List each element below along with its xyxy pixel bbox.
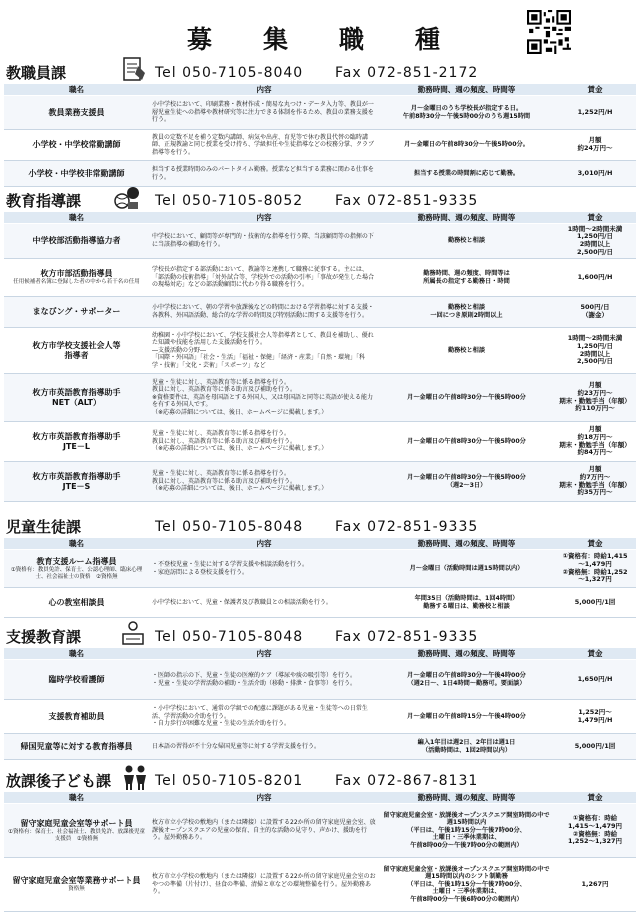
table-row bbox=[4, 734, 636, 760]
job-name: 支援教育補助員 bbox=[4, 700, 149, 734]
job-time: 勤務校と相談 一回につき原則2時間以上 bbox=[379, 297, 554, 328]
header-pay: 賃金 bbox=[554, 84, 636, 96]
job-name-cell bbox=[4, 858, 149, 912]
job-name: 枚方市部活動指導員 bbox=[40, 269, 113, 278]
dept-name: 支援教育課 bbox=[6, 628, 82, 646]
header-pay: 賃金 bbox=[554, 648, 636, 660]
tel-number: Tel 050-7105-8048 bbox=[155, 629, 304, 645]
table-row bbox=[4, 297, 636, 328]
job-time: 月～金曜日の午前8時15分～午後4時00分 bbox=[379, 700, 554, 734]
job-name: 枚方市英語教育指導助手 JTE－S bbox=[4, 462, 149, 502]
job-name-note: 資格無 bbox=[68, 886, 85, 892]
header-pay: 賃金 bbox=[554, 538, 636, 550]
job-time: 勤務校と相談 bbox=[379, 224, 554, 259]
job-table bbox=[4, 648, 636, 760]
header-name: 職名 bbox=[4, 538, 149, 550]
job-table bbox=[4, 538, 636, 618]
person-at-desk-icon bbox=[118, 620, 148, 648]
job-pay: 500円/日 （謝金） bbox=[554, 297, 636, 328]
header-content: 内容 bbox=[149, 84, 379, 96]
job-name: 帰国児童等に対する教育指導員 bbox=[4, 734, 149, 760]
job-content: 学校長が指定する部活動において、教諭等と連携して職務に従事する。主には、「部活動の技術指導」「対外試合等、学校外での活動の引率」「事故が発生した場合の現場対応」などの部活動顧問に代わり得る職務を行う。 bbox=[149, 259, 379, 297]
job-name: 心の教室相談員 bbox=[4, 588, 149, 618]
table-row bbox=[4, 858, 636, 912]
job-content: 児童・生徒に対し、英語教育等に係る指導を行う。 教員に対し、英語教育等に係る助言及び補助を行う。 （※応募の詳細については、後日、ホームページに掲載します。） bbox=[149, 462, 379, 502]
job-pay: 1,252円/H bbox=[554, 96, 636, 130]
job-pay: ①資格有：時給 1,415～1,479円 ②資格無：時給 1,252～1,327円 bbox=[554, 804, 636, 858]
job-content: 児童・生徒に対し、英語教育等に係る指導を行う。 教員に対し、英語教育等に係る助言及び補助を行う。 （※応募の詳細については、後日、ホームページに掲載します。） bbox=[149, 422, 379, 462]
section-kyoshokuin bbox=[0, 62, 640, 187]
job-time: 月～金曜日の午前8時30分～午後4時00分 （週2日～、1日4時間～勤務可。要面談） bbox=[379, 660, 554, 700]
job-pay: 月額 約18万円～ 期末・勤勉手当（年額） 約84万円～ bbox=[554, 422, 636, 462]
job-time: 留守家庭児童会室・放課後オープンスクエア開室時間の中で週15時間以内 （平日は、午後1時15分～午後7時00分、 土曜日・三季休業期は、 午前8時00分～午後7時00分の範囲内） bbox=[379, 804, 554, 858]
job-content: 教員の定数不足を補う定数内講師、病気や出産、育児等で休む教員代替の臨時講師、正規教諭と同じ授業を受け持ち、学級担任や生徒指導などの校務分掌、クラブ指導等を行う。 bbox=[149, 130, 379, 161]
job-time: 勤務時間、週の頻度、時間等は 所属長の指定する勤務日・時間 bbox=[379, 259, 554, 297]
header-name: 職名 bbox=[4, 648, 149, 660]
header-time: 勤務時間、週の頻度、時間等 bbox=[379, 538, 554, 550]
fax-number: Fax 072-851-9335 bbox=[335, 629, 479, 645]
job-content: 小中学校において、印刷業務・教材作成・簡易な丸つけ・データ入力等、教員が一層児童生徒への指導や教材研究等に注力できる体制を作るため、教員の業務支援を行う。 bbox=[149, 96, 379, 130]
job-name-cell bbox=[4, 259, 149, 297]
job-pay: 1時間～2時間未満 1,250円/日 2時間以上 2,500円/日 bbox=[554, 224, 636, 259]
table-row bbox=[4, 588, 636, 618]
document-icon bbox=[118, 56, 148, 84]
table-row bbox=[4, 374, 636, 422]
job-name: 留守家庭児童会室等業務サポート員 bbox=[12, 876, 141, 885]
header-pay: 賃金 bbox=[554, 792, 636, 804]
header-name: 職名 bbox=[4, 212, 149, 224]
tel-number: Tel 050-7105-8048 bbox=[155, 519, 304, 535]
job-name-note: ①資格有：保育士、社会福祉士、教員免許、放課後児童支援員 ②資格無 bbox=[8, 828, 145, 842]
section-hokago-kodomo bbox=[0, 770, 640, 912]
job-pay: 1,252円～ 1,479円/H bbox=[554, 700, 636, 734]
table-row bbox=[4, 130, 636, 161]
tel-number: Tel 050-7105-8040 bbox=[155, 65, 304, 81]
job-pay: 5,000円/1回 bbox=[554, 734, 636, 760]
job-time: 編入1年目は週2日、2年目は週1日 （活動時間は、1回2時間以内） bbox=[379, 734, 554, 760]
table-row bbox=[4, 96, 636, 130]
job-table bbox=[4, 792, 636, 912]
job-content: ・不登校児童・生徒に対する学習支援や相談活動を行う。 ・家庭訪問による登校支援を行う。 bbox=[149, 550, 379, 588]
job-content: 小中学校において、児童・保護者及び教職員との相談活動を行う。 bbox=[149, 588, 379, 618]
header-pay: 賃金 bbox=[554, 212, 636, 224]
job-content: 担当する授業時間のみのパートタイム勤務。授業など担当する業務に関わる仕事を行う。 bbox=[149, 161, 379, 187]
table-row bbox=[4, 550, 636, 588]
table-row bbox=[4, 259, 636, 297]
table-row bbox=[4, 328, 636, 374]
job-name: 留守家庭児童会室等サポート員 bbox=[20, 818, 133, 828]
job-name-cell bbox=[4, 804, 149, 858]
job-content: 枚方市立小学校の敷地内（または隣接）に設置する22か所の留守家庭児童会室のおやつの準備（片付け）、昼食の準備、清掃と車などの環境整備を行う。屋外勤務あり。 bbox=[149, 858, 379, 912]
fax-number: Fax 072-851-9335 bbox=[335, 519, 479, 535]
fax-number: Fax 072-867-8131 bbox=[335, 773, 479, 789]
header-time: 勤務時間、週の頻度、時間等 bbox=[379, 84, 554, 96]
section-shien-kyoiku bbox=[0, 626, 640, 760]
table-row bbox=[4, 161, 636, 187]
table-row bbox=[4, 804, 636, 858]
job-pay: 1,267円 bbox=[554, 858, 636, 912]
job-time: 勤務校と相談 bbox=[379, 328, 554, 374]
table-row bbox=[4, 462, 636, 502]
job-time: 月～金曜日の午前8時30分～午後5時00分。 bbox=[379, 130, 554, 161]
job-pay: 1,600円/H bbox=[554, 259, 636, 297]
sports-balls-icon bbox=[112, 184, 142, 212]
job-pay: 月額 約23万円～ 期末・勤勉手当（年額） 約110万円～ bbox=[554, 374, 636, 422]
table-row bbox=[4, 700, 636, 734]
job-time: 月～金曜日（活動時間は週15時間以内） bbox=[379, 550, 554, 588]
job-pay: 月額 約7万円～ 期末・勤勉手当（年額） 約35万円～ bbox=[554, 462, 636, 502]
header-name: 職名 bbox=[4, 792, 149, 804]
job-pay: 5,000円/1回 bbox=[554, 588, 636, 618]
header-name: 職名 bbox=[4, 84, 149, 96]
job-content: 枚方市立小学校の敷地内（または隣接）に設置する22か所の留守家庭児童会室、放課後オープンスクエアの児童の保育、自主的な活動の見守り、声かけ、援助を行う。屋外勤務あり。 bbox=[149, 804, 379, 858]
page-title: 募 集 職 種 bbox=[186, 25, 453, 54]
job-name-note: ①資格有：教員免許、保育士、公認心理師、臨床心理士、社会福祉士の資格 ②資格無 bbox=[10, 566, 143, 580]
job-time: 月～金曜日の午前8時30分～午後5時00分 （週2～3日） bbox=[379, 462, 554, 502]
job-name-cell bbox=[4, 550, 149, 588]
qr-code-icon bbox=[527, 10, 571, 54]
job-pay: 3,010円/H bbox=[554, 161, 636, 187]
job-content: 日本語の習得が不十分な帰国児童等に対する学習支援を行う。 bbox=[149, 734, 379, 760]
job-time: 担当する授業の時間割に応じて勤務。 bbox=[379, 161, 554, 187]
job-pay: ①資格有：時給1,415 ～1,479円 ②資格無：時給1,252 ～1,327円 bbox=[554, 550, 636, 588]
job-time: 年間35日（活動時間は、1回4時間） 勤務する曜日は、勤務校と相談 bbox=[379, 588, 554, 618]
children-icon bbox=[120, 764, 150, 792]
job-time: 留守家庭児童会室・放課後オープンスクエア開室時間の中で週15時間以内のシフト制勤務 （平日は、午後1時15分～午後7時00分、 土曜日・三季休業期は、 午前8時00分～午後6時00分の範囲内） bbox=[379, 858, 554, 912]
header-time: 勤務時間、週の頻度、時間等 bbox=[379, 648, 554, 660]
job-content: 児童・生徒に対し、英語教育等に係る指導を行う。 教員に対し、英語教育等に係る助言及び補助を行う。 ※資格要件は、英語を母国語とする外国人、又は母国語と同等に英語が使える能力を有する外国人です。 （※応募の詳細については、後日、ホームページに掲載します。） bbox=[149, 374, 379, 422]
job-name: 枚方市学校支援社会人等 指導者 bbox=[4, 328, 149, 374]
job-content: 中学校において、顧問等が専門的・技術的な指導を行う際、当該顧問等の指揮の下に当該指導の補助を行う。 bbox=[149, 224, 379, 259]
dept-name: 放課後子ども課 bbox=[6, 772, 112, 790]
table-row bbox=[4, 422, 636, 462]
job-pay: 月額 約24万円～ bbox=[554, 130, 636, 161]
table-row bbox=[4, 660, 636, 700]
job-table bbox=[4, 212, 636, 502]
job-name: 中学校部活動指導協力者 bbox=[4, 224, 149, 259]
job-pay: 1,650円/H bbox=[554, 660, 636, 700]
job-content: 小中学校において、朝の学習や放課後などの時間における学習指導に対する支援・各教科、外国語活動、総合的な学習の時間及び特別活動に関する支援等を行う。 bbox=[149, 297, 379, 328]
job-time: 月～金曜日の午前8時30分～午後5時00分 bbox=[379, 422, 554, 462]
job-content: ・小中学校において、通常の学級での配慮に課題がある児童・生徒等への日常生活、学習活動の介助を行う。 ・自力歩行が困難な児童・生徒の生活介助を行う。 bbox=[149, 700, 379, 734]
fax-number: Fax 072-851-2172 bbox=[335, 65, 479, 81]
section-jido-seito bbox=[0, 516, 640, 618]
dept-name: 教育指導課 bbox=[6, 192, 82, 210]
job-name: まなびング・サポーター bbox=[4, 297, 149, 328]
job-content: ・医師の指示の下、児童・生徒の医療的ケア（導尿や痰の吸引等）を行う。 ・児童・生徒の学習活動の補助・生活介助（移動・排泄・食事等）を行う。 bbox=[149, 660, 379, 700]
job-time: 月～金曜日のうち学校長が指定する日。 午前8時30分～午後5時00分のうち週15時間 bbox=[379, 96, 554, 130]
job-name: 教員業務支援員 bbox=[4, 96, 149, 130]
header-time: 勤務時間、週の頻度、時間等 bbox=[379, 792, 554, 804]
header-content: 内容 bbox=[149, 538, 379, 550]
job-content: 幼稚園・小中学校において、学校支援社会人等指導者として、教員を補助し、優れた知識や技能を活用した支援活動を行う。 ―支援活動の分野― 「国際・外国語」「社会・生活」「福祉・保健」「経済・産業」「自然・環境」「科学・技術」「文化・芸術」「スポーツ」など bbox=[149, 328, 379, 374]
section-kyoiku-shido bbox=[0, 190, 640, 502]
job-name: 小学校・中学校非常勤講師 bbox=[4, 161, 149, 187]
job-name: 臨時学校看護師 bbox=[4, 660, 149, 700]
table-row bbox=[4, 224, 636, 259]
job-table bbox=[4, 84, 636, 187]
job-name: 枚方市英語教育指導助手 NET（ALT） bbox=[4, 374, 149, 422]
header-time: 勤務時間、週の頻度、時間等 bbox=[379, 212, 554, 224]
job-name-note: 任用候補者名簿に登録した者の中から若干名の任用 bbox=[13, 279, 140, 285]
job-name: 枚方市英語教育指導助手 JTE－L bbox=[4, 422, 149, 462]
fax-number: Fax 072-851-9335 bbox=[335, 193, 479, 209]
header-content: 内容 bbox=[149, 792, 379, 804]
dept-name: 教職員課 bbox=[6, 64, 67, 82]
dept-name: 児童生徒課 bbox=[6, 518, 82, 536]
tel-number: Tel 050-7105-8201 bbox=[155, 773, 304, 789]
header-content: 内容 bbox=[149, 212, 379, 224]
header-content: 内容 bbox=[149, 648, 379, 660]
job-name: 小学校・中学校常勤講師 bbox=[4, 130, 149, 161]
tel-number: Tel 050-7105-8052 bbox=[155, 193, 304, 209]
job-name: 教育支援ルーム指導員 bbox=[36, 556, 117, 566]
job-time: 月～金曜日の午前8時30分～午後5時00分 bbox=[379, 374, 554, 422]
job-pay: 1時間～2時間未満 1,250円/日 2時間以上 2,500円/日 bbox=[554, 328, 636, 374]
